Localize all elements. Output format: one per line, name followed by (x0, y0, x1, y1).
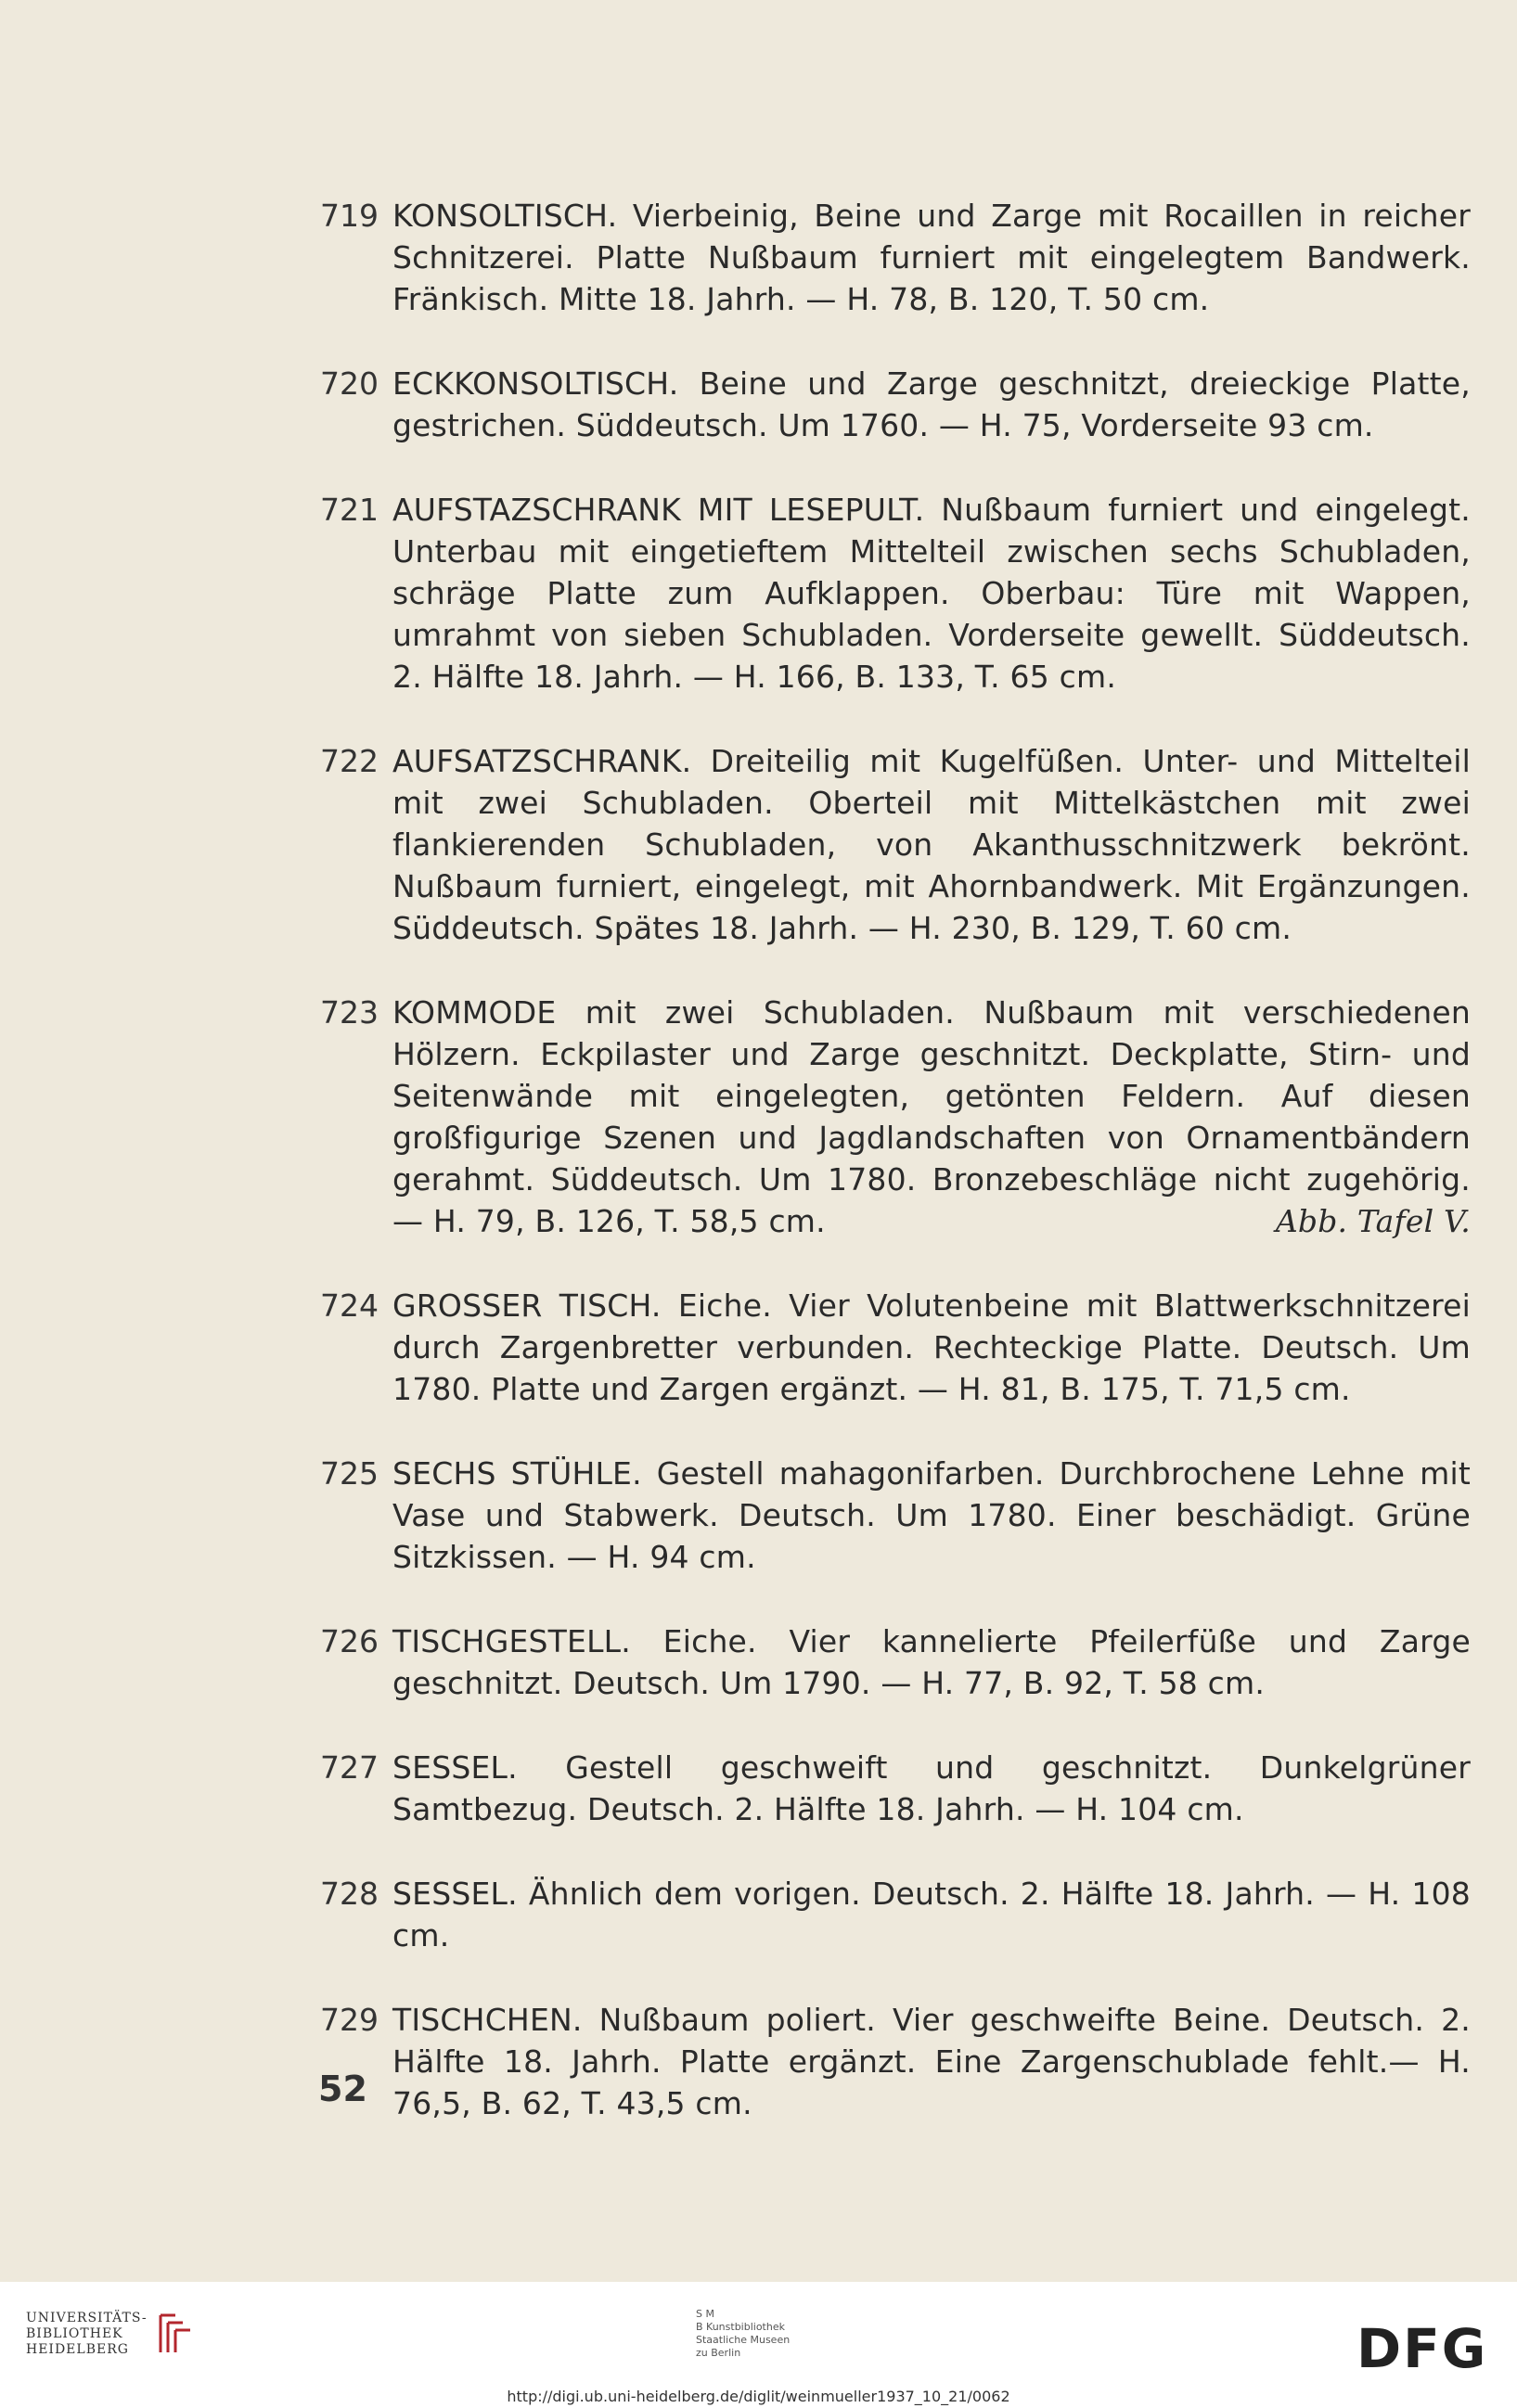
entry-text: KONSOLTISCH. Vierbeinig, Beine und Zarge mit Rocaillen in reicher Schnitzerei. Platte Nußbaum furniert mit eingelegtem Bandwerk. Fränkisch. Mitte 18. Jahrh. — H. 78, B. 120, T. 50 cm. (392, 198, 1471, 317)
archive-stamp (696, 2308, 790, 2360)
stamp-line: Staatliche Museen (696, 2334, 791, 2346)
plate-reference: Abb. Tafel V. (1275, 1203, 1471, 1239)
entry-number: 729 (320, 2002, 379, 2038)
entry-text: ECKKONSOLTISCH. Beine und Zarge geschnitzt, dreieckige Platte, gestrichen. Süddeutsch. Um 1760. — H. 75, Vorderseite 93 cm. (392, 365, 1471, 443)
catalog-entry (320, 1747, 1471, 1830)
entry-number: 724 (320, 1287, 379, 1324)
entry-text: GROSSER TISCH. Eiche. Vier Volutenbeine mit Blattwerkschnitzerei durch Zargenbretter verbunden. Rechteckige Platte. Deutsch. Um 1780. Platte und Zargen ergänzt. — H. 81, B. 175, T. 71,5 cm. (392, 1287, 1471, 1407)
entry-text: TISCHGESTELL. Eiche. Vier kannelierte Pfeilerfüße und Zarge geschnitzt. Deutsch. Um 1790. — H. 77, B. 92, T. 58 cm. (392, 1623, 1471, 1701)
entry-number: 727 (320, 1749, 379, 1786)
catalog-entry (320, 1453, 1471, 1578)
entry-number: 723 (320, 994, 379, 1031)
entry-text-with-plate (392, 992, 1471, 1242)
stamp-line: zu Berlin (696, 2347, 741, 2359)
catalog-entry (320, 195, 1471, 320)
catalog-entry (320, 1620, 1471, 1704)
dfg-logo[interactable]: DFG (1356, 2317, 1488, 2380)
university-line: BIBLIOTHEK (26, 2325, 123, 2341)
entry-text: SESSEL. Gestell geschweift und geschnitzt. Dunkelgrüner Samtbezug. Deutsch. 2. Hälfte 18. Jahrh. — H. 104 cm. (392, 1749, 1471, 1827)
catalog-entry (320, 740, 1471, 949)
stamp-line: S M (696, 2308, 714, 2320)
entry-number: 720 (320, 365, 379, 402)
entry-number: 719 (320, 198, 379, 234)
catalog-entry (320, 489, 1471, 698)
entry-text: SECHS STÜHLE. Gestell mahagonifarben. Durchbrochene Lehne mit Vase und Stabwerk. Deutsch. Um 1780. Einer beschädigt. Grüne Sitzkissen. — H. 94 cm. (392, 1455, 1471, 1575)
digitization-footer (0, 2282, 1517, 2408)
university-line: UNIVERSITÄTS- (26, 2310, 148, 2325)
catalog-entries (320, 195, 1471, 2167)
entry-text: SESSEL. Ähnlich dem vorigen. Deutsch. 2. Hälfte 18. Jahrh. — H. 108 cm. (392, 1876, 1471, 1953)
entry-number: 726 (320, 1623, 379, 1659)
catalog-entry (320, 363, 1471, 446)
library-emblem-icon (155, 2310, 196, 2358)
page-number: 52 (318, 2069, 367, 2109)
university-line: HEIDELBERG (26, 2341, 129, 2357)
source-url-link[interactable]: http://digi.ub.uni-heidelberg.de/diglit/weinmueller1937_10_21/0062 (507, 2388, 1010, 2405)
stamp-line: B Kunstbibliothek (696, 2321, 785, 2333)
entry-number: 725 (320, 1455, 379, 1492)
catalog-entry (320, 992, 1471, 1242)
entry-text: AUFSTAZSCHRANK MIT LESEPULT. Nußbaum furniert und eingelegt. Unterbau mit eingetieftem Mittelteil zwischen sechs Schubladen, schräge Platte zum Aufklappen. Oberbau: Türe mit Wappen, umrahmt von sieben Schubladen. Vorderseite gewellt. Süddeutsch. 2. Hälfte 18. Jahrh. — H. 166, B. 133, T. 65 cm. (392, 492, 1471, 695)
entry-text: AUFSATZSCHRANK. Dreiteilig mit Kugelfüßen. Unter- und Mittelteil mit zwei Schubladen. Oberteil mit Mittelkästchen mit zwei flankierenden Schubladen, von Akanthusschnitzwerk bekrönt. Nußbaum furniert, eingelegt, mit Ahornbandwerk. Mit Ergänzungen. Süddeutsch. Spätes 18. Jahrh. — H. 230, B. 129, T. 60 cm. (392, 743, 1471, 946)
catalog-entry (320, 1999, 1471, 2124)
entry-number: 722 (320, 743, 379, 779)
entry-text: TISCHCHEN. Nußbaum poliert. Vier geschweifte Beine. Deutsch. 2. Hälfte 18. Jahrh. Platte ergänzt. Eine Zargenschublade fehlt.— H. 76,5, B. 62, T. 43,5 cm. (392, 2002, 1471, 2121)
entry-number: 728 (320, 1876, 379, 1912)
university-library-logo[interactable] (26, 2310, 196, 2358)
catalog-entry (320, 1285, 1471, 1410)
university-library-name (26, 2311, 148, 2358)
entry-number: 721 (320, 492, 379, 528)
catalog-entry (320, 1873, 1471, 1956)
entry-text: KOMMODE mit zwei Schubladen. Nußbaum mit verschiedenen Hölzern. Eckpilaster und Zarge geschnitzt. Deckplatte, Stirn- und Seitenwände mit eingelegten, getönten Feldern. Auf diesen großfigurige Szenen und Jagdlandschaften von Ornamentbändern gerahmt. Süddeutsch. Um 1780. Bronzebeschläge nicht zugehörig. — H. 79, B. 126, T. 58,5 cm. (392, 994, 1471, 1239)
